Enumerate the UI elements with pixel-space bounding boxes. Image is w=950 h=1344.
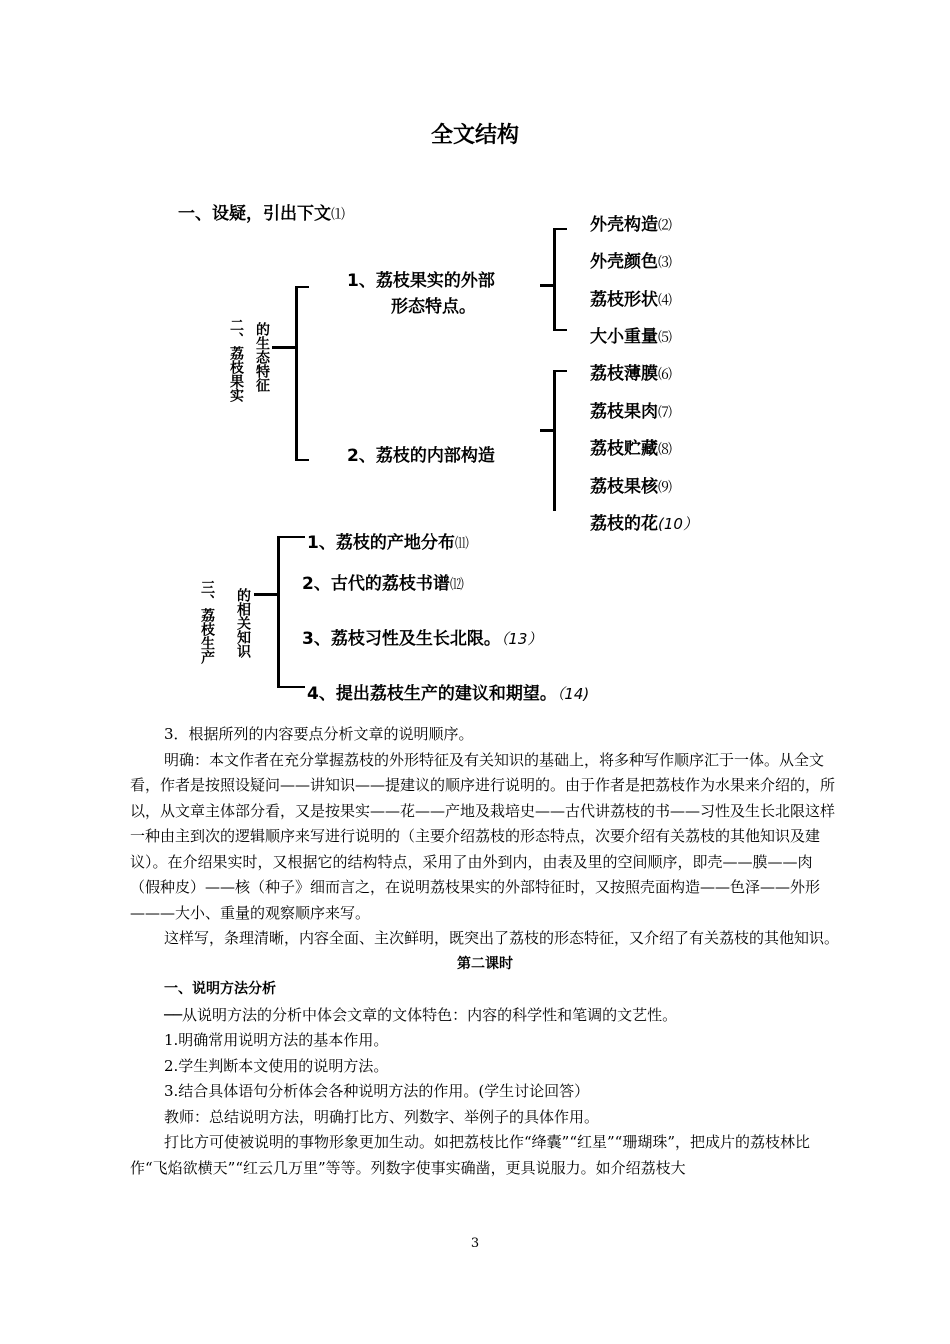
part1-ref: ⑴ [331,207,345,223]
branch2-bracket [553,370,556,511]
branch2-label: 2、荔枝的内部构造 [347,446,495,466]
item-label: 3、荔枝习性及生长北限。 [302,629,501,649]
section-heading: 一、说明方法分析 [164,981,276,997]
item-ref: ⑸ [658,330,672,346]
answer-paragraph: 明确：本文作者在充分掌握荔枝的外形特征及有关知识的基础上，将多种写作顺序汇于一体。从全文看，作者是按照设疑问——讲知识——提建议的顺序进行说明的。由于作者是把荔枝作为水果来介绍的，所以，从文章主体部分看，又是按果实——花——产地及栽培史——古代讲荔枝的书——习性及生长北限这样一种由主到次的逻辑顺序来写进行说明的（主要介绍荔枝的形态特点，次要介绍有关荔枝的其他知识及建议）。在介绍果实时，又根据它的结构特点，采用了由外到内，由表及里的空间顺序，即壳——膜——肉（假种皮）——核（种子》细而言之，在说明荔枝果实的外部特征时，又按照壳面构造——色泽——外形———大小、重量的观察顺序来写。 [130,750,836,922]
item-label: 外壳构造 [590,215,658,235]
part2-col2: 的生态特征 [254,322,270,392]
item-label: 荔枝的花 [590,514,658,534]
item-label: 荔枝形状 [590,290,658,310]
item-ref: (10） [658,515,698,533]
item-label: 荔枝薄膜 [590,364,658,384]
part2-bracket [295,286,298,461]
part3-col2: 的相关知识 [235,588,251,658]
item-ref: （14) [556,685,590,703]
body-text [130,722,840,1181]
item-label: 荔枝贮藏 [590,439,658,459]
list-item: 1.明确常用说明方法的基本作用。 [164,1031,389,1049]
item-label: 荔枝果核 [590,477,658,497]
page-title: 全文结构 [430,123,519,148]
part3-item [302,624,542,649]
branch2-item [590,397,672,422]
part3-col1: 三、荔枝生产 [199,580,215,664]
part1-label: 一、设疑，引出下文 [178,204,331,224]
branch1-bracket-bottom [553,329,567,331]
item-ref: ⑹ [658,367,672,383]
part3-bracket [277,536,280,688]
branch2-item [590,434,672,459]
branch2-bracket-top [553,370,567,372]
part2-connector [272,346,296,349]
branch2-item [590,472,672,497]
part2-col1: 二、荔枝果实 [228,318,244,402]
question-3: 3．根据所列的内容要点分析文章的说明顺序。 [164,725,474,743]
dash-line: ──从说明方法的分析中体会文章的文体特色：内容的科学性和笔调的文艺性。 [164,1005,678,1024]
part3-bracket-top [277,536,305,538]
item-label: 1、荔枝的产地分布 [307,533,455,553]
item-ref: ⑷ [658,293,672,309]
item-ref: ⑼ [658,480,672,496]
branch1-item [590,210,672,235]
branch1-connector [540,284,554,287]
item-label: 2、古代的荔枝书谱 [302,574,450,594]
lesson-heading: 第二课时 [457,955,513,972]
part2-bracket-bottom [295,459,309,461]
item-ref: ⑿ [449,577,464,593]
part3-item [302,569,464,594]
branch1-line1: 1、荔枝果实的外部 [347,271,495,291]
item-ref: ⑻ [658,442,672,458]
last-paragraph: 打比方可使被说明的事物形象更加生动。如把荔枝比作“绛囊”“红星”“珊瑚珠”，把成片的荔枝林比作“飞焰欲横天”“红云几万里”等等。列数字使事实确凿，更具说服力。如介绍荔枝大 [130,1133,811,1177]
item-ref: （13） [500,630,543,648]
item-ref: ⑵ [658,218,672,234]
item-label: 荔枝果肉 [590,402,658,422]
item-ref: ⑾ [454,536,469,552]
branch2-item [590,509,698,534]
branch1-item [590,285,672,310]
item-ref: ⑶ [658,255,672,271]
branch2-connector [540,429,554,432]
item-label: 大小重量 [590,327,658,347]
teacher-line: 教师：总结说明方法，明确打比方、列数字、举例子的具体作用。 [164,1107,600,1126]
summary-paragraph: 这样写，条理清晰，内容全面、主次鲜明，既突出了荔枝的形态特征，又介绍了有关荔枝的其他知识。 [164,929,840,947]
branch2-item [590,359,672,384]
branch1-bracket-top [553,228,567,230]
part2-bracket-top [295,286,309,288]
part3-item [307,679,589,704]
part3-bracket-bottom [277,686,305,688]
part3-item [307,528,469,553]
branch1-bracket [553,228,556,331]
list-item: 2.学生判断本文使用的说明方法。 [164,1056,389,1075]
item-label: 外壳颜色 [590,252,658,272]
list-item: 3.结合具体语句分析体会各种说明方法的作用。(学生讨论回答） [164,1082,590,1100]
part3-connector [254,593,278,596]
branch1-line2: 形态特点。 [391,297,476,317]
part1-heading [178,199,345,224]
branch1-item [590,322,672,347]
item-label: 4、提出荔枝生产的建议和期望。 [307,684,557,704]
page-number: 3 [470,1236,480,1251]
branch1-item [590,247,672,272]
item-ref: ⑺ [658,405,672,421]
